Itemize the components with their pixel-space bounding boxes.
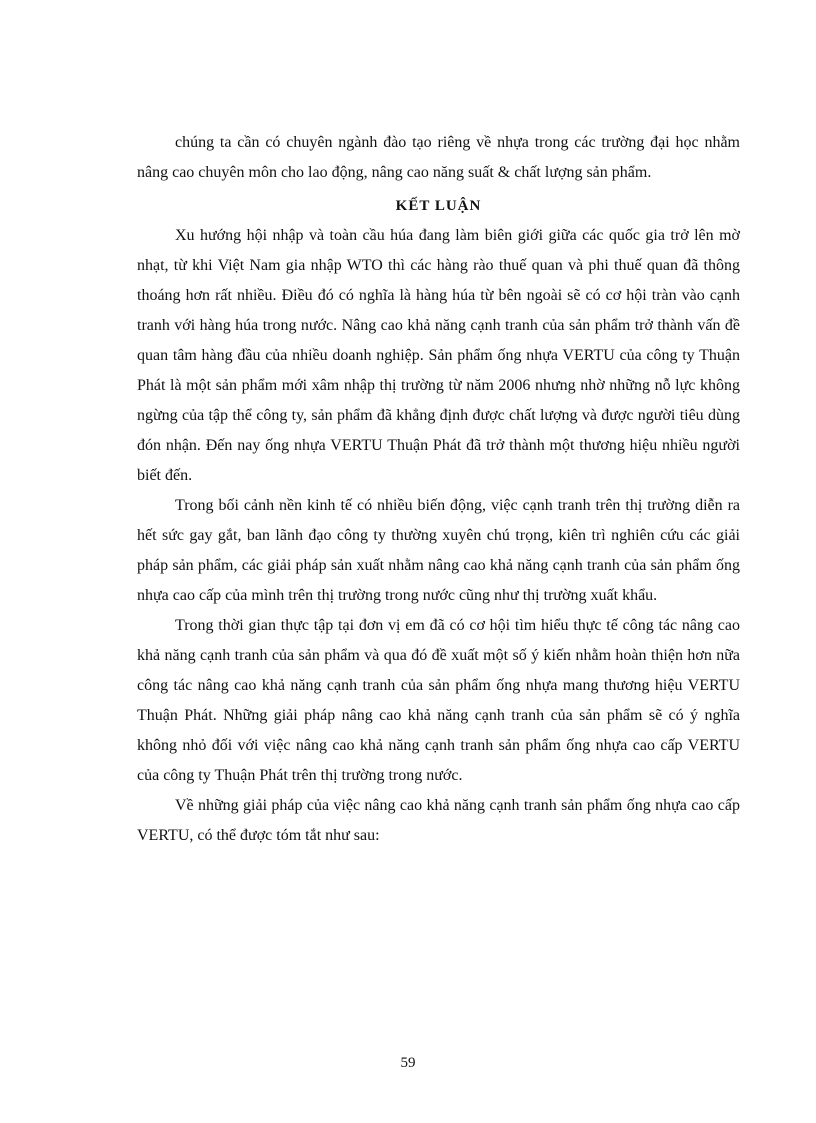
conclusion-paragraph-3: Trong thời gian thực tập tại đơn vị em đã có cơ hội tìm hiểu thực tế công tác nâng cao khả năng cạnh tranh của sản phẩm và qua đó đề xuất một số ý kiến nhằm hoàn thiện hơn nữa công tác nâng cao khả năng cạnh tranh của sản phẩm ống nhựa mang thương hiệu VERTU Thuận Phát. Những giải pháp nâng cao khả năng cạnh tranh của sản phẩm sẽ có ý nghĩa không nhỏ đối với việc nâng cao khả năng cạnh tranh sản phẩm ống nhựa cao cấp VERTU của công ty Thuận Phát trên thị trường trong nước. — [137, 617, 740, 784]
section-heading: KẾT LUẬN — [395, 198, 482, 214]
intro-paragraph: chúng ta cần có chuyên ngành đào tạo riêng về nhựa trong các trường đại học nhằm nâng cao chuyên môn cho lao động, nâng cao năng suất & chất lượng sản phẩm. — [137, 134, 740, 181]
page-number: 59 — [400, 1055, 416, 1071]
conclusion-paragraph-1: Xu hướng hội nhập và toàn cầu húa đang làm biên giới giữa các quốc gia trở lên mờ nhạt, từ khi Việt Nam gia nhập WTO thì các hàng rào thuế quan và phi thuế quan đã thông thoáng hơn rất nhiều. Điều đó có nghĩa là hàng húa từ bên ngoài sẽ có cơ hội tràn vào cạnh tranh với hàng húa trong nước. Nâng cao khả năng cạnh tranh của sản phẩm trở thành vấn đề quan tâm hàng đầu của nhiều doanh nghiệp. Sản phẩm ống nhựa VERTU của công ty Thuận Phát là một sản phẩm mới xâm nhập thị trường từ năm 2006 nhưng nhờ những nỗ lực không ngừng của tập thể công ty, sản phẩm đã khẳng định được chất lượng và được người tiêu dùng đón nhận. Đến nay ống nhựa VERTU Thuận Phát đã trở thành một thương hiệu nhiều người biết đến. — [137, 227, 740, 484]
page-body — [137, 128, 740, 851]
conclusion-paragraph-2: Trong bối cảnh nền kinh tế có nhiều biến động, việc cạnh tranh trên thị trường diễn ra hết sức gay gắt, ban lãnh đạo công ty thường xuyên chú trọng, kiên trì nghiên cứu các giải pháp sản phẩm, các giải pháp sản xuất nhằm nâng cao khả năng cạnh tranh của sản phẩm ống nhựa cao cấp của mình trên thị trường trong nước cũng như thị trường xuất khẩu. — [137, 497, 740, 604]
conclusion-paragraph-4: Về những giải pháp của việc nâng cao khả năng cạnh tranh sản phẩm ống nhựa cao cấp VERTU, có thể được tóm tắt như sau: — [137, 797, 740, 844]
